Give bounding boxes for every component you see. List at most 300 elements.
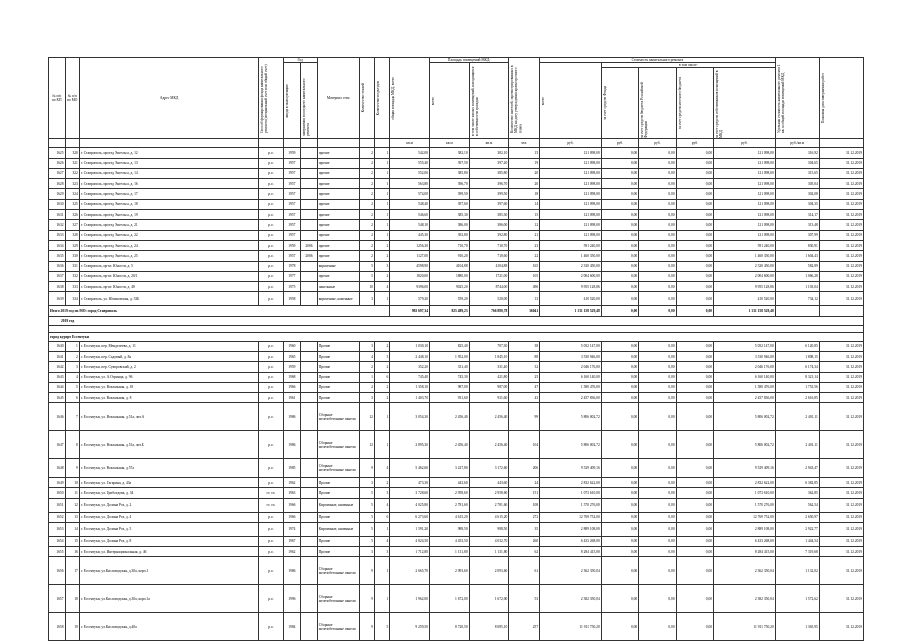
table-cell: 31.12.2019 bbox=[819, 199, 863, 209]
table-cell: р.о. bbox=[259, 282, 283, 292]
table-cell: 1957 bbox=[283, 199, 301, 209]
table-cell: 1631 bbox=[49, 210, 66, 220]
table-cell: 31.12.2019 bbox=[819, 477, 863, 487]
table-cell: р.о. bbox=[259, 362, 283, 372]
table-cell: р.о. bbox=[259, 251, 283, 261]
table-cell: 121 098,00 bbox=[540, 179, 602, 189]
table-cell: 6 174,34 bbox=[775, 362, 819, 372]
table-cell: 31.12.2019 bbox=[819, 431, 863, 459]
table-cell bbox=[301, 362, 318, 372]
table-cell: 121 098,00 bbox=[714, 158, 776, 168]
table-cell: 443,60 bbox=[429, 477, 469, 487]
table-cell: 2 bbox=[359, 251, 374, 261]
table-cell: 0,00 bbox=[639, 148, 676, 158]
unit-cell: руб. bbox=[714, 139, 776, 148]
table-cell: 31.12.2019 bbox=[819, 148, 863, 158]
table-cell: 0,00 bbox=[601, 199, 638, 209]
rows-essentuki bbox=[49, 341, 864, 641]
table-cell: прочие bbox=[317, 168, 359, 178]
table-cell: 1650 bbox=[49, 488, 66, 498]
table-cell: 0,00 bbox=[601, 512, 638, 522]
table-cell: 399,50 bbox=[429, 189, 469, 199]
table-cell: 1 073 610,00 bbox=[540, 488, 602, 498]
table-cell: 3 227,80 bbox=[429, 459, 469, 478]
table-cell: р.о. bbox=[259, 613, 283, 641]
table-cell: 1 bbox=[374, 158, 389, 168]
table-cell: 1957 bbox=[283, 168, 301, 178]
table-cell: 392,80 bbox=[469, 230, 509, 240]
table-cell: 0,00 bbox=[676, 220, 713, 230]
table-cell: 559,20 bbox=[429, 292, 469, 306]
table-cell: Прочие bbox=[317, 362, 359, 372]
table-cell: 0,00 bbox=[639, 431, 676, 459]
table-row bbox=[49, 282, 864, 292]
table-cell: 1658 bbox=[49, 613, 66, 641]
table-cell: 0,00 bbox=[639, 240, 676, 250]
table-cell: Прочие bbox=[317, 477, 359, 487]
table-cell: г. Ессентуки, ул. Долина Роз, д. 2 bbox=[79, 498, 259, 512]
table-cell: 591 240,00 bbox=[540, 240, 602, 250]
table-cell: 910,20 bbox=[429, 251, 469, 261]
table-cell: 6 433 268,00 bbox=[714, 536, 776, 546]
table-cell: 1966 bbox=[283, 512, 301, 522]
table-cell: 1644 bbox=[49, 382, 66, 392]
unit-cell: кв.м bbox=[390, 139, 430, 148]
table-cell: 1 073 610,00 bbox=[714, 488, 776, 498]
table-cell: 331,40 bbox=[469, 362, 509, 372]
table-cell: 0,00 bbox=[601, 158, 638, 168]
table-cell bbox=[301, 271, 318, 281]
table-cell: 1 030,10 bbox=[390, 341, 430, 351]
table-cell: 5 806 002,72 bbox=[540, 403, 602, 431]
table-cell: 151 bbox=[509, 488, 540, 498]
table-cell: Прочие bbox=[317, 372, 359, 382]
table-cell: 31.12.2019 bbox=[819, 362, 863, 372]
table-cell: 1820,00 bbox=[390, 271, 430, 281]
table-cell: 1633 bbox=[49, 230, 66, 240]
table-cell: 548,10 bbox=[390, 220, 430, 230]
table-cell: кирпичные, каменные bbox=[317, 292, 359, 306]
table-cell: 9 529 409,16 bbox=[714, 459, 776, 478]
table-cell: 25 bbox=[509, 372, 540, 382]
table-cell: 1 962,00 bbox=[390, 585, 430, 613]
table-cell: Прочие bbox=[317, 382, 359, 392]
table-cell: 496 bbox=[509, 282, 540, 292]
table-cell: 334 bbox=[65, 292, 79, 306]
table-cell: 1986 bbox=[283, 403, 301, 431]
table-cell: 2 889 108,00 bbox=[714, 522, 776, 536]
table-cell: 31.12.2019 bbox=[819, 240, 863, 250]
table-row bbox=[49, 261, 864, 271]
table-cell: 20 bbox=[509, 168, 540, 178]
table-row bbox=[49, 536, 864, 546]
table-cell: 1986 bbox=[283, 557, 301, 585]
hdr-cost-owners: за счет средств собственников помещений в МКД bbox=[715, 70, 724, 139]
table-cell: 2 362 350,04 bbox=[540, 557, 602, 585]
table-cell: 1880,00 bbox=[429, 271, 469, 281]
table-row bbox=[49, 341, 864, 351]
table-cell: 0,00 bbox=[601, 148, 638, 158]
table-cell: 1 bbox=[374, 189, 389, 199]
table-cell: 2 832 622,00 bbox=[540, 477, 602, 487]
table-cell: 4 615,20 bbox=[429, 512, 469, 522]
table-cell: 2 bbox=[65, 352, 79, 362]
table-cell: 0,00 bbox=[601, 488, 638, 498]
table-cell: 2 bbox=[359, 179, 374, 189]
table-cell: 1967 bbox=[283, 536, 301, 546]
table-cell: 104 bbox=[509, 431, 540, 459]
table-cell: 0,00 bbox=[601, 168, 638, 178]
table-cell bbox=[301, 536, 318, 546]
table-cell: 5 806 002,72 bbox=[714, 403, 776, 431]
table-cell: 0,00 bbox=[601, 477, 638, 487]
table-row bbox=[49, 168, 864, 178]
table-cell: 0,00 bbox=[601, 189, 638, 199]
table-cell: 385,80 bbox=[429, 168, 469, 178]
table-cell: 31.12.2019 bbox=[819, 282, 863, 292]
table-cell: 272 bbox=[509, 512, 540, 522]
table-cell: 1959 bbox=[283, 240, 301, 250]
table-cell: 830,91 bbox=[775, 240, 819, 250]
table-cell: 2 616,85 bbox=[775, 393, 819, 403]
table-cell: 2 943,47 bbox=[775, 459, 819, 478]
table-cell: 2006 bbox=[301, 240, 318, 250]
table-cell: 2 bbox=[359, 220, 374, 230]
hdr-address: Адрес МКД bbox=[79, 58, 259, 139]
table-cell: р.о. bbox=[259, 585, 283, 613]
table-cell: 1 bbox=[374, 292, 389, 306]
table-cell: 1958 bbox=[283, 292, 301, 306]
table-cell: 386,00 bbox=[469, 220, 509, 230]
table-cell: 1 580 476,00 bbox=[540, 382, 602, 392]
table-cell: р.о. bbox=[259, 220, 283, 230]
table-row bbox=[49, 488, 864, 498]
table-cell: 8 284 415,00 bbox=[540, 547, 602, 557]
table-cell: 1634 bbox=[49, 240, 66, 250]
table-cell: 1626 bbox=[49, 158, 66, 168]
table-cell: 11 bbox=[65, 488, 79, 498]
table-cell: 0,00 bbox=[676, 282, 713, 292]
table-cell: г. Ставрополь, пр-кт. Юности, д. 48 bbox=[79, 282, 259, 292]
table-cell: 2 330 450,00 bbox=[540, 261, 602, 271]
table-cell: 88 bbox=[509, 352, 540, 362]
table-cell: прочие bbox=[317, 240, 359, 250]
hdr-num-mo: № п/п по МО bbox=[65, 58, 79, 139]
table-cell: 9 bbox=[65, 459, 79, 478]
table-cell: 2 093,60 bbox=[429, 557, 469, 585]
table-cell: 0,00 bbox=[639, 382, 676, 392]
table-cell: 13 bbox=[509, 292, 540, 306]
table-cell: 121 098,00 bbox=[540, 230, 602, 240]
table-cell: 1 570 276,00 bbox=[540, 498, 602, 512]
table-cell: Сборные железобетонные панели bbox=[317, 459, 359, 478]
table-cell: 1628 bbox=[49, 179, 66, 189]
table-cell: 0,00 bbox=[639, 393, 676, 403]
hdr-fund-method: Способ формирования фонда капитального ремонта (специальный счет или общий счет) bbox=[260, 64, 269, 134]
table-cell: г. Ставрополь, проезд Энгельса, д. 14 bbox=[79, 168, 259, 178]
table-cell: 8 bbox=[65, 431, 79, 459]
table-cell: 3 530 946,00 bbox=[714, 352, 776, 362]
table-cell: 121 098,00 bbox=[540, 210, 602, 220]
table-cell: 2 382 350,04 bbox=[714, 585, 776, 613]
table-cell: 1635 bbox=[49, 251, 66, 261]
table-cell bbox=[301, 431, 318, 459]
hdr-area-group: Площадь помещений МКД: bbox=[429, 58, 508, 63]
table-cell: прочие bbox=[317, 210, 359, 220]
table-cell: 0,00 bbox=[601, 431, 638, 459]
table-cell: прочие bbox=[317, 158, 359, 168]
table-cell: 2 046 176,00 bbox=[540, 362, 602, 372]
table-cell: 1 845,10 bbox=[469, 352, 509, 362]
table-cell: 333 bbox=[65, 282, 79, 292]
table-cell: 0,00 bbox=[601, 613, 638, 641]
table-cell: 121 098,00 bbox=[714, 179, 776, 189]
table-cell: 324 bbox=[65, 189, 79, 199]
table-cell: 352,20 bbox=[390, 362, 430, 372]
table-cell: 1641 bbox=[49, 352, 66, 362]
table-cell: р.о. bbox=[259, 341, 283, 351]
table-cell: 4 453,50 bbox=[429, 536, 469, 546]
table-cell: 15 bbox=[65, 536, 79, 546]
table-row bbox=[49, 148, 864, 158]
table-cell: 825,40 bbox=[429, 341, 469, 351]
hdr-total-area: общая площадь МКД, всего bbox=[391, 76, 396, 120]
table-cell: 31.12.2019 bbox=[819, 536, 863, 546]
table-cell: 0,00 bbox=[676, 199, 713, 209]
table-cell: 3 530 946,00 bbox=[540, 352, 602, 362]
table-cell: 4 824,50 bbox=[390, 536, 430, 546]
table-cell: 2 457 836,00 bbox=[714, 393, 776, 403]
table-cell: 410 520,00 bbox=[540, 292, 602, 306]
table-cell: 9 bbox=[359, 557, 374, 585]
table-cell: 5 bbox=[359, 488, 374, 498]
table-cell: 5 bbox=[65, 382, 79, 392]
table-cell: 931,60 bbox=[429, 393, 469, 403]
table-cell: 0,00 bbox=[676, 230, 713, 240]
table-cell: 1 591,20 bbox=[390, 522, 430, 536]
table-cell: 0,00 bbox=[676, 488, 713, 498]
table-cell: 31.12.2019 bbox=[819, 189, 863, 199]
table-cell: 392,80 bbox=[429, 230, 469, 240]
table-cell: 121 098,00 bbox=[540, 168, 602, 178]
table-cell: 1 672,00 bbox=[429, 585, 469, 613]
table-cell: 1957 bbox=[283, 179, 301, 189]
table-cell: 399,50 bbox=[469, 189, 509, 199]
table-cell: 2 bbox=[359, 362, 374, 372]
table-cell: 1 bbox=[374, 179, 389, 189]
table-cell: 0,00 bbox=[676, 251, 713, 261]
table-cell: 332 bbox=[65, 271, 79, 281]
table-cell: 121 098,00 bbox=[714, 168, 776, 178]
table-cell: 35 bbox=[509, 522, 540, 536]
table-cell: 2 bbox=[374, 362, 389, 372]
table-cell: г. Ессентуки, ул. Долина Роз, д. 4 bbox=[79, 512, 259, 522]
hdr-unit-cost: Удельная стоимость капитального ремонта 1 кв. м общей площади помещений МКД bbox=[776, 64, 785, 134]
table-cell: 1961 bbox=[283, 393, 301, 403]
table-cell bbox=[301, 352, 318, 362]
table-cell: 20 bbox=[509, 179, 540, 189]
table-cell: 121 098,00 bbox=[540, 158, 602, 168]
table-cell: 1 672,00 bbox=[469, 585, 509, 613]
table-cell: Сборные железобетонные панели bbox=[317, 557, 359, 585]
table-cell: р.о. bbox=[259, 512, 283, 522]
table-cell: г. Ессентуки, ул.Кисловодская, д.30а, корп.1 bbox=[79, 557, 259, 585]
blank-row bbox=[49, 325, 864, 332]
table-row bbox=[49, 210, 864, 220]
unit-cell: руб. bbox=[676, 139, 713, 148]
table-cell: 5 bbox=[359, 536, 374, 546]
table-cell bbox=[301, 547, 318, 557]
table-cell: 5 bbox=[359, 498, 374, 512]
hdr-cost-local: за счет средств местного бюджета bbox=[677, 77, 682, 130]
table-cell: р.о. bbox=[259, 158, 283, 168]
table-cell: 307,99 bbox=[775, 230, 819, 240]
table-cell: г. Ессентуки, пер. Садовый, д. 8а bbox=[79, 352, 259, 362]
table-cell bbox=[301, 341, 318, 351]
table-cell: 1 bbox=[374, 585, 389, 613]
table-cell: 31.12.2019 bbox=[819, 498, 863, 512]
table-cell: 6 120,85 bbox=[775, 341, 819, 351]
table-cell: 397,60 bbox=[469, 199, 509, 209]
table-cell: 2 bbox=[359, 382, 374, 392]
table-cell: 1653 bbox=[49, 522, 66, 536]
table-cell: 2 bbox=[374, 251, 389, 261]
table-cell: 1 365,95 bbox=[775, 613, 819, 641]
table-cell: 5 806 002,72 bbox=[540, 431, 602, 459]
table-cell: 9 529 409,16 bbox=[540, 459, 602, 478]
table-cell: 12 bbox=[509, 220, 540, 230]
table-cell: 6 bbox=[374, 372, 389, 382]
table-cell: 0,00 bbox=[639, 292, 676, 306]
table-cell: 0,00 bbox=[639, 488, 676, 498]
table-cell: 2 456,40 bbox=[469, 403, 509, 431]
table-cell: 31.12.2019 bbox=[819, 158, 863, 168]
table-cell: 31.12.2019 bbox=[819, 179, 863, 189]
table-cell: 0,00 bbox=[601, 547, 638, 557]
table-cell: 1636 bbox=[49, 261, 66, 271]
table-cell: 0,00 bbox=[639, 372, 676, 382]
table-cell: 0,00 bbox=[601, 261, 638, 271]
table-cell: 3 054,30 bbox=[390, 403, 430, 431]
table-row bbox=[49, 393, 864, 403]
table-cell: г. Ставрополь, пр-кт. Юности, д. 5 bbox=[79, 261, 259, 271]
table-cell: 397,60 bbox=[429, 199, 469, 209]
table-cell: 121 098,00 bbox=[540, 199, 602, 209]
table-cell: 31.12.2019 bbox=[819, 512, 863, 522]
table-cell: 0,00 bbox=[601, 403, 638, 431]
table-cell: 11 911 750,20 bbox=[540, 613, 602, 641]
hdr-incl: в том числе: bbox=[601, 63, 775, 68]
table-cell: 2 bbox=[374, 382, 389, 392]
table-cell: 2 832 622,00 bbox=[714, 477, 776, 487]
table-cell: 4 bbox=[374, 536, 389, 546]
table-cell: г. Ставрополь, проезд Энгельса, д. 22 bbox=[79, 230, 259, 240]
table-cell: 31.12.2019 bbox=[819, 403, 863, 431]
table-cell: 31.12.2019 bbox=[819, 488, 863, 498]
table-cell: Прочие bbox=[317, 352, 359, 362]
table-cell: 5 052 147,00 bbox=[540, 341, 602, 351]
table-cell: р.о. bbox=[259, 393, 283, 403]
table-cell: 1643 bbox=[49, 372, 66, 382]
table-row bbox=[49, 522, 864, 536]
table-cell: 0,00 bbox=[601, 230, 638, 240]
table-cell bbox=[301, 512, 318, 522]
table-cell: 322 bbox=[65, 168, 79, 178]
table-cell: 1646 bbox=[49, 403, 66, 431]
table-cell: р.о. bbox=[259, 148, 283, 158]
table-cell: 0,00 bbox=[601, 341, 638, 351]
table-cell: 12 bbox=[359, 403, 374, 431]
table-cell: 0,00 bbox=[639, 158, 676, 168]
table-cell: 18 bbox=[509, 189, 540, 199]
table-cell: 0,00 bbox=[601, 352, 638, 362]
table-cell: г. Ессентуки, ул. Интернациональная, д. 46 bbox=[79, 547, 259, 557]
table-cell: 0,00 bbox=[639, 585, 676, 613]
section-row bbox=[49, 332, 864, 341]
table-cell: 1 460 350,00 bbox=[540, 251, 602, 261]
table-cell: 330 bbox=[65, 251, 79, 261]
table-cell: р.о. bbox=[259, 522, 283, 536]
table-cell: 2 bbox=[359, 158, 374, 168]
table-cell: г. Ессентуки, ул. А.Огринца, д. 96 bbox=[79, 372, 259, 382]
table-cell: 1625 bbox=[49, 148, 66, 158]
table-cell: 2 bbox=[374, 477, 389, 487]
table-cell: 386,00 bbox=[429, 220, 469, 230]
table-cell: 0,00 bbox=[639, 512, 676, 522]
table-cell: 206 bbox=[509, 459, 540, 478]
table-cell bbox=[301, 522, 318, 536]
table-cell bbox=[301, 168, 318, 178]
table-cell: 1978 bbox=[283, 261, 301, 271]
table-cell: 0,00 bbox=[601, 240, 638, 250]
table-cell: 260 bbox=[509, 536, 540, 546]
table-cell: 4 bbox=[374, 498, 389, 512]
table-cell: 331 bbox=[65, 261, 79, 271]
table-cell: 121 098,00 bbox=[714, 220, 776, 230]
total-label: Итого 2019 год по МО: город Ставрополь bbox=[49, 306, 390, 316]
table-cell: 6 160 140,00 bbox=[540, 372, 602, 382]
table-cell: 19 bbox=[509, 158, 540, 168]
table-cell: 0,00 bbox=[676, 292, 713, 306]
table-cell: г. Ессентуки, ул. Долина Роз, д. 8 bbox=[79, 536, 259, 546]
table-cell: г. Ставрополь, проезд Энгельса, д. 13 bbox=[79, 158, 259, 168]
table-cell: 1647 bbox=[49, 431, 66, 459]
table-cell bbox=[301, 261, 318, 271]
table-cell: 3 bbox=[359, 292, 374, 306]
table-cell: 2 bbox=[359, 240, 374, 250]
table-cell: 2 781,60 bbox=[429, 498, 469, 512]
table-cell: 2 895,30 bbox=[390, 431, 430, 459]
hdr-cost-fund: за счет средств Фонда bbox=[602, 86, 607, 121]
table-cell: 1957 bbox=[283, 230, 301, 240]
table-cell: 8 284 415,00 bbox=[714, 547, 776, 557]
table-cell: 0,00 bbox=[601, 220, 638, 230]
table-row bbox=[49, 585, 864, 613]
table-cell: г. Ставрополь, проезд Энгельса, д. 18 bbox=[79, 199, 259, 209]
table-cell: 385,30 bbox=[429, 210, 469, 220]
table-row bbox=[49, 403, 864, 431]
table-cell: 1 403,70 bbox=[390, 393, 430, 403]
hdr-residents: Количество жителей, зарегистрированных в МКД на дату утверждения краткосрочного плана bbox=[510, 65, 523, 134]
table-cell: 121 098,00 bbox=[540, 148, 602, 158]
table-cell: 2 456,40 bbox=[429, 403, 469, 431]
table-cell: 2 401,11 bbox=[775, 431, 819, 459]
table-cell: 1 bbox=[374, 210, 389, 220]
unit-cell: руб. bbox=[540, 139, 602, 148]
table-cell: г. Ставрополь, проезд Энгельса, д. 21 bbox=[79, 220, 259, 230]
table-cell: 0,00 bbox=[676, 189, 713, 199]
table-cell: 0,00 bbox=[639, 557, 676, 585]
